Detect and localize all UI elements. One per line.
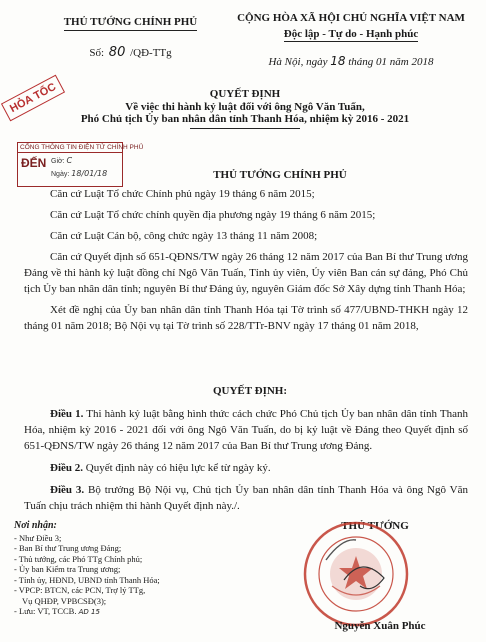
doc-type: QUYẾT ĐỊNH	[209, 88, 281, 100]
recipient-item: - Lưu: VT, TCCB. AD 15	[14, 606, 100, 616]
header-authority-block	[38, 12, 223, 60]
recipients-block	[14, 521, 234, 618]
articles	[24, 406, 468, 514]
document-body	[24, 186, 468, 334]
article-2: Điều 2. Quyết định này có hiệu lực kể từ ngày ký.	[50, 462, 271, 474]
subject-line-1: Về việc thi hành kỷ luật đối với ông Ngô Văn Tuấn,	[125, 101, 365, 113]
article-3: Điều 3. Bộ trưởng Bộ Nội vụ, Chủ tịch Ủy ban nhân dân tỉnh Thanh Hóa và ông Ngô Văn Tuấn chịu trách nhiệm thi hành Quyết định này./.	[24, 484, 468, 512]
recipient-item: - Như Điều 3;	[14, 532, 62, 543]
recipient-item: - VPCP: BTCN, các PCN, Trợ lý TTg,	[14, 585, 146, 595]
signer-position: THỦ TƯỚNG	[341, 520, 409, 532]
recipient-item: - Thủ tướng, các Phó TTg Chính phủ;	[14, 553, 143, 564]
recipient-item: - Ủy ban Kiểm tra Trung ương;	[14, 564, 121, 574]
number-handwritten: 80	[108, 45, 126, 60]
recipients-title: Nơi nhận:	[14, 520, 57, 531]
signer-name: Nguyễn Xuân Phúc	[334, 620, 426, 632]
basis-1: Căn cứ Luật Tổ chức Chính phủ ngày 19 tháng 6 năm 2015;	[50, 188, 315, 200]
received-stamp	[17, 142, 144, 187]
date-day-handwritten: 18	[330, 54, 346, 68]
stamp-time: Giờ: C	[51, 156, 73, 165]
header-nation-block	[228, 12, 474, 68]
national-motto: Độc lập - Tự do - Hạnh phúc	[283, 28, 419, 40]
document-number: Số: 80 /QĐ-TTg	[89, 45, 172, 60]
archive-note: AD 15	[78, 608, 100, 616]
stamp-den: ĐẾN	[21, 156, 47, 170]
basis-4: Căn cứ Quyết định số 651-QĐNS/TW ngày 26 tháng 12 năm 2017 của Ban Bí thư Trung ương Đảng về thi hành kỷ luật đồng chí Ngô Văn Tuấn, Tỉnh ủy viên, Ủy viên Ban cán sự đảng, Phó Chủ tịch Ủy ban nhân dân tỉnh; nguyên Bí thư Đảng ủy, nguyên Giám đốc Sở Xây dựng tỉnh Thanh Hóa;	[24, 251, 468, 295]
basis-5: Xét đề nghị của Ủy ban nhân dân tỉnh Thanh Hóa tại Tờ trình số 477/UBND-THKH ngày 12 tháng 01 năm 2018; Bộ Nội vụ tại Tờ trình số 228/TTr-BNV ngày 17 tháng 01 năm 2018,	[24, 304, 468, 332]
subject-line-2: Phó Chủ tịch Ủy ban nhân dân tỉnh Thanh Hóa, nhiệm kỳ 2016 - 2021	[80, 113, 410, 125]
recipient-item: - Ban Bí thư Trung ương Đảng;	[14, 543, 122, 553]
stamp-date: Ngày: 18/01/18	[51, 169, 108, 178]
decision-heading: QUYẾT ĐỊNH:	[212, 385, 288, 397]
recipient-item: - Tỉnh ủy, HĐND, UBND tỉnh Thanh Hóa;	[14, 574, 160, 585]
recipient-item: Vụ QHĐP, VPBCSĐ(3);	[22, 595, 107, 606]
issuer-heading: THỦ TƯỚNG CHÍNH PHỦ	[213, 169, 347, 181]
issuing-authority: THỦ TƯỚNG CHÍNH PHỦ	[64, 16, 198, 31]
urgent-stamp: HỎA TỐC	[1, 75, 65, 122]
issue-date: Hà Nội, ngày 18 tháng 01 năm 2018	[268, 54, 434, 68]
basis-2: Căn cứ Luật Tổ chức chính quyền địa phương ngày 19 tháng 6 năm 2015;	[50, 209, 376, 221]
decision-title-block	[60, 88, 430, 129]
stamp-office: CỔNG THÔNG TIN ĐIỆN TỬ CHÍNH PHỦ	[20, 144, 144, 151]
basis-3: Căn cứ Luật Cán bộ, công chức ngày 13 tháng 11 năm 2008;	[50, 230, 318, 242]
nation-name: CỘNG HÒA XÃ HỘI CHỦ NGHĨA VIỆT NAM	[237, 12, 465, 24]
article-1: Điều 1. Thi hành kỷ luật bằng hình thức cách chức Phó Chủ tịch Ủy ban nhân dân tỉnh Thanh Hóa, nhiệm kỳ 2016 - 2021 đối với ông Ngô Văn Tuấn, do bị kỷ luật về Đảng theo Quyết định số 651-QĐNS/TW ngày 26 tháng 12 năm 2017 của Ban Bí thư Trung ương Đảng.	[24, 408, 469, 452]
title-rule	[190, 128, 300, 129]
official-seal-icon	[302, 520, 410, 628]
